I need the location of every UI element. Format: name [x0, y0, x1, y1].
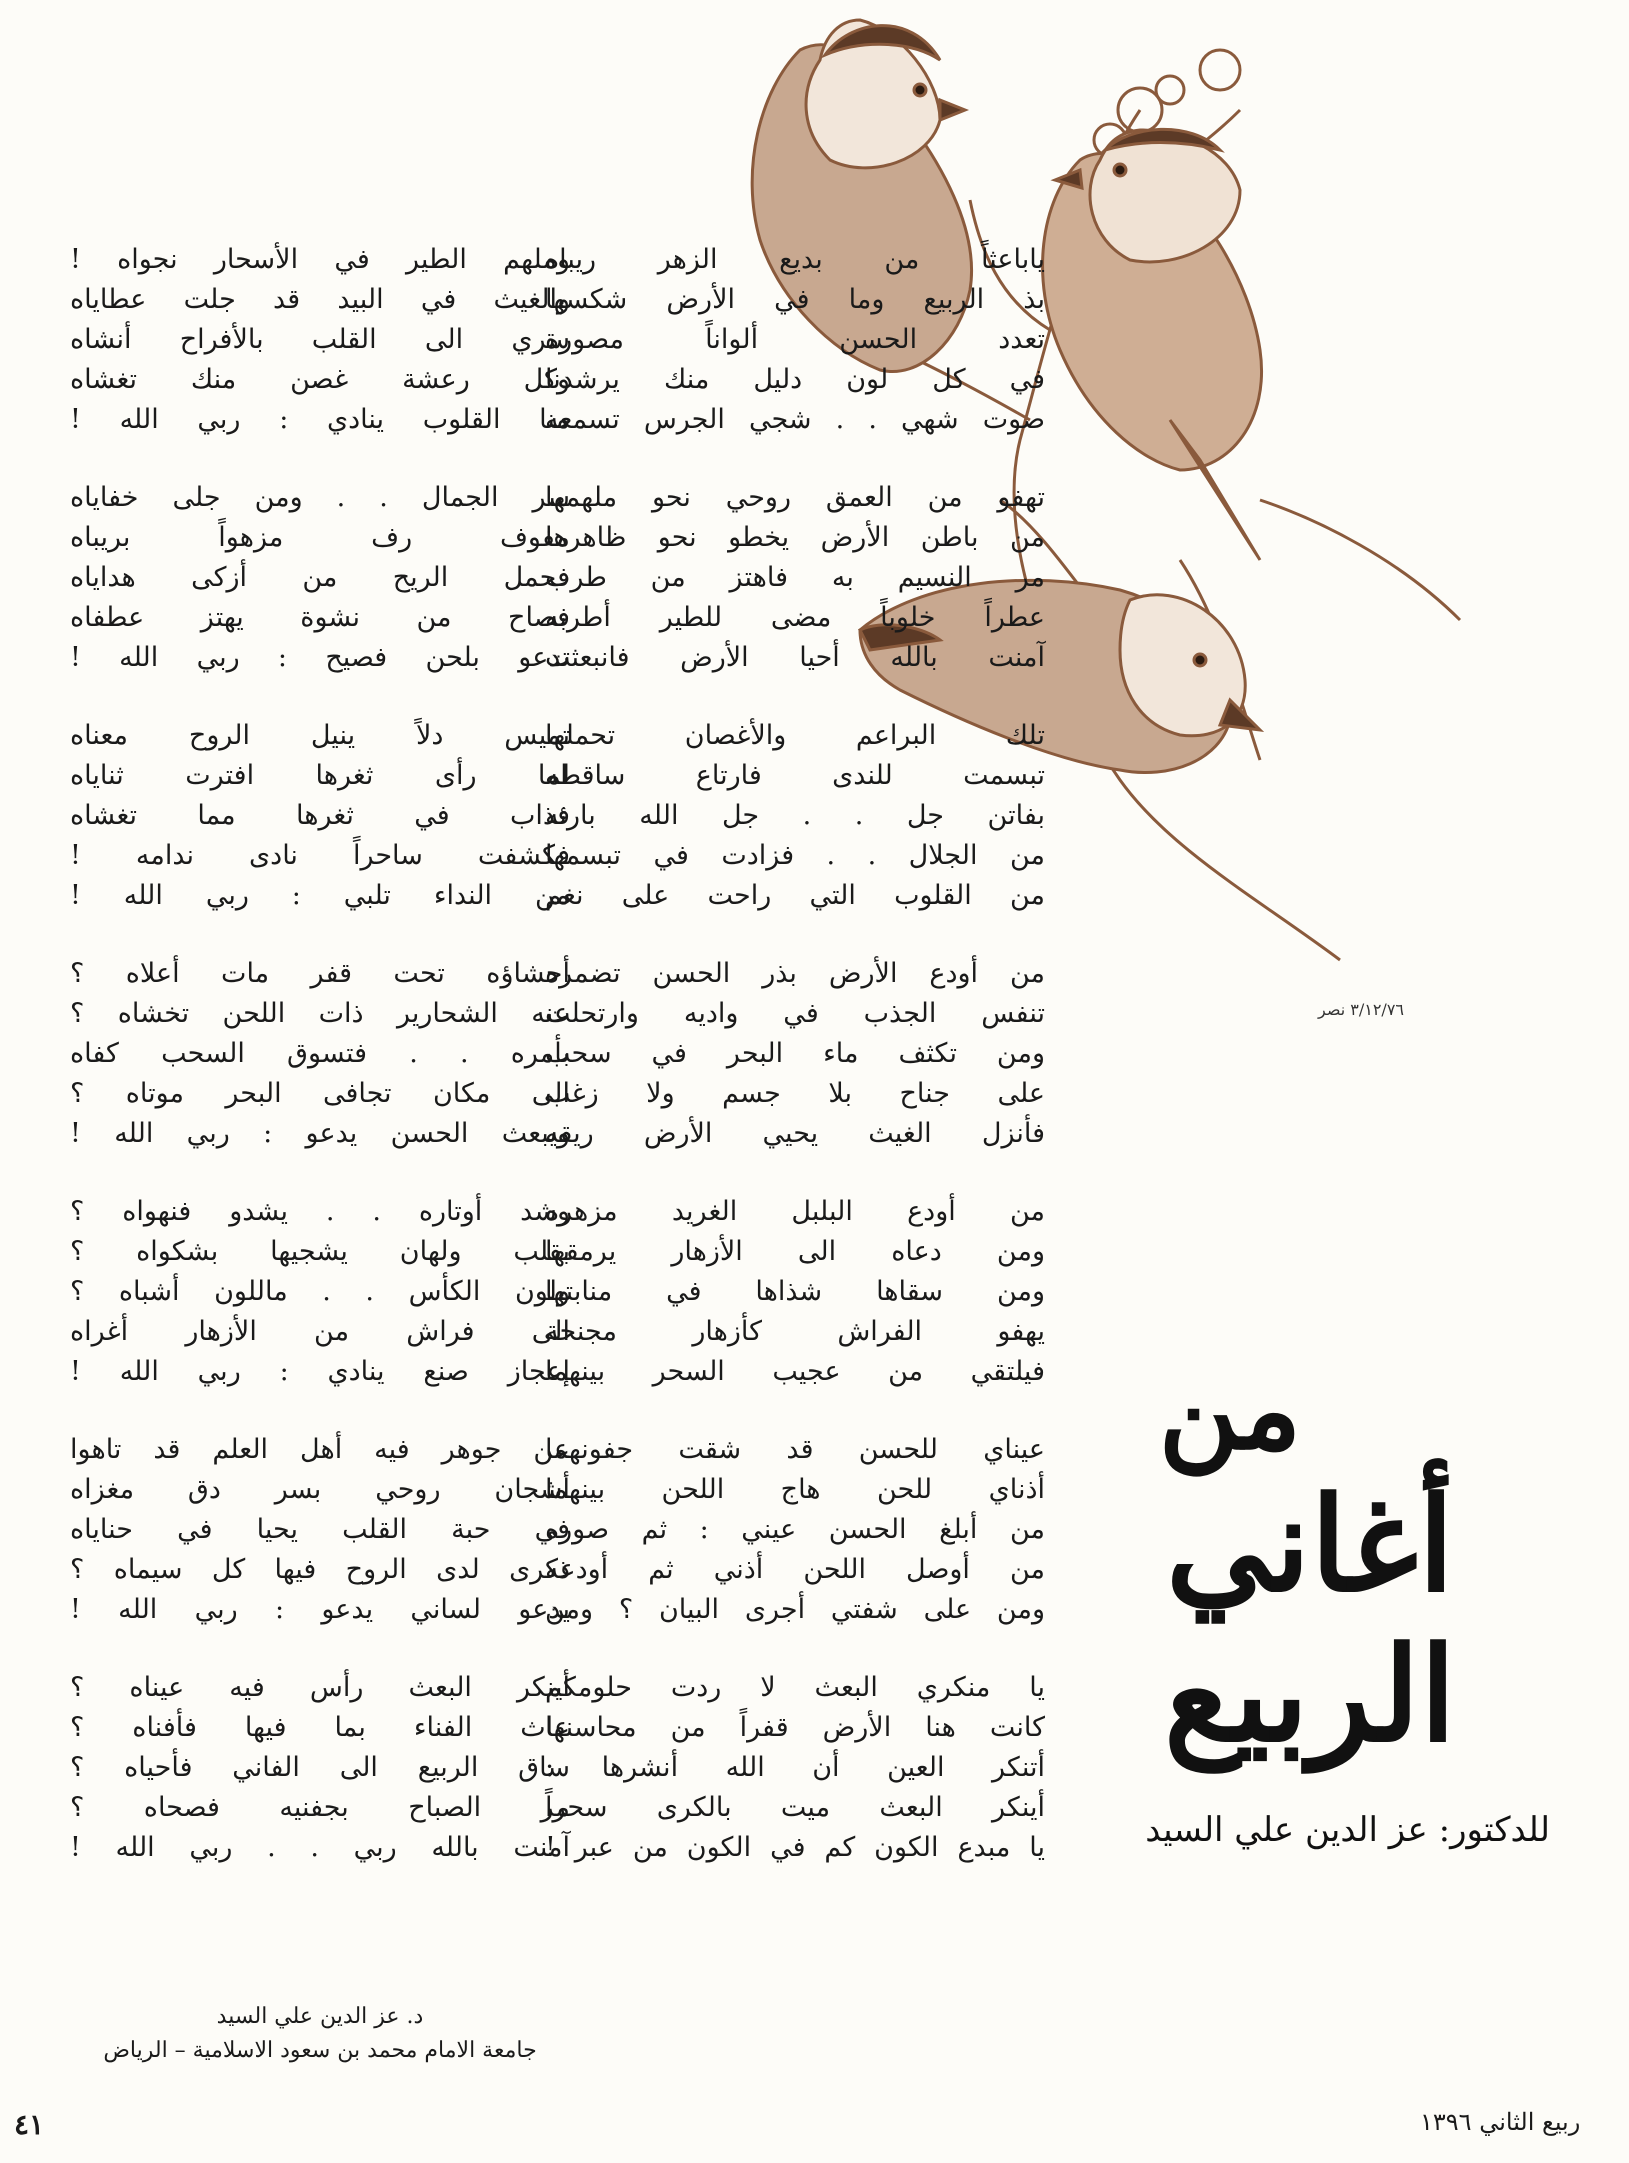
verse-line: وكل رعشة غصن منك تغشاه: [70, 364, 570, 395]
verse-line: تبسمت للندى فارتاع ساقطه: [545, 760, 1045, 791]
verse-line: كانت هنا الأرض قفراً من محاسنها: [545, 1712, 1045, 1743]
verse-line: أذناي للحن هاج اللحن بينهما: [545, 1474, 1045, 1505]
artist-signature: ٣/١٢/٧٦ نصر: [1318, 1000, 1404, 1019]
verse-line: من النداء تلبي : ربي الله !: [70, 880, 570, 911]
verse-line: فأنزل الغيث يحيي الأرض ريقه: [545, 1118, 1045, 1149]
verse-line: عطراً خلوباً مضى للطير أطربه: [545, 602, 1045, 633]
verse-line: يدعو لساني يدعو : ربي الله !: [70, 1594, 570, 1625]
verse-line: من أودع الأرض بذر الحسن تضمره: [545, 958, 1045, 989]
verse-line: ومن دعاه الى الأزهار يرمقها: [545, 1236, 1045, 1267]
verse-line: وملهم الطير في الأسحار نجواه !: [70, 244, 570, 275]
verse-line: إعجاز صنع ينادي : ربي الله !: [70, 1356, 570, 1387]
verse-line: آمنت بالله أحيا الأرض فانبعثت: [545, 642, 1045, 673]
stanza: [70, 1430, 570, 1630]
verse-line: ومن تكثف ماء البحر في سحب: [545, 1038, 1045, 1069]
verse-line: عنه الشحارير ذات اللحن تخشاه ؟: [70, 998, 570, 1029]
verse-line: عيناي للحسن قد شقت جفونهما: [545, 1434, 1045, 1465]
verse-line: في حبة القلب يحيا في حناياه: [70, 1514, 570, 1545]
article-title: [1070, 1345, 1550, 1810]
verse-line: ومن سقاها شذاها في منابتها: [545, 1276, 1045, 1307]
verse-line: ومن على شفتي أجرى البيان ؟ ومن: [545, 1594, 1045, 1625]
verse-line: ولون الكأس . . ماللون أشباه ؟: [70, 1276, 570, 1307]
verse-line: ساق الربيع الى الفاني فأحياه ؟: [70, 1752, 570, 1783]
verse-line: أتنكر العين أن الله أنشرها :: [545, 1752, 1045, 1783]
verse-line: مر النسيم به فاهتز من طرب: [545, 562, 1045, 593]
verse-line: وشد أوتاره . . يشدو فنهواه ؟: [70, 1196, 570, 1227]
verse-line: تعدد الحسن ألواناً مصورة: [545, 324, 1045, 355]
verse-line: من أوصل اللحن أذني ثم أودعه: [545, 1554, 1045, 1585]
verse-line: فذاب في ثغرها مما تغشاه: [70, 800, 570, 831]
stanza: [545, 1430, 1045, 1630]
verse-line: من أودع البلبل الغريد مزهره: [545, 1196, 1045, 1227]
verse-line: يا مبدع الكون كم في الكون من عبر !: [545, 1832, 1045, 1863]
verse-line: مر الصباح بجفنيه فصحاه ؟: [70, 1792, 570, 1823]
verse-line: من الجلال . . فزادت في تبسمها: [545, 840, 1045, 871]
verse-line: تنفس الجذب في واديه وارتحلت: [545, 998, 1045, 1029]
title-line-2: أغاني: [1165, 1468, 1455, 1621]
stanza: [545, 1192, 1045, 1392]
poem-signature: [70, 2000, 570, 2068]
verse-line: تهفو من العمق روحي نحو ملهمها: [545, 482, 1045, 513]
signature-name: د. عز الدين علي السيد: [216, 2004, 424, 2029]
verse-line: لما رأى ثغرها افترت ثناياه: [70, 760, 570, 791]
verse-line: أينكر البعث ميت بالكرى سحراً: [545, 1792, 1045, 1823]
verse-line: على جناح بلا جسم ولا زغب: [545, 1078, 1045, 1109]
verse-line: أحشاؤه تحت قفر مات أعلاه ؟: [70, 958, 570, 989]
verse-line: أشجان روحي بسر دق مغزاه: [70, 1474, 570, 1505]
verse-line: بذ الربيع وما في الأرض شكسها: [545, 284, 1045, 315]
stanza: [70, 1668, 570, 1868]
verse-line: من باطن الأرض يخطو نحو ظاهرها: [545, 522, 1045, 553]
verse-line: فحمل الريح من أزكى هداياه: [70, 562, 570, 593]
stanza: [545, 716, 1045, 916]
verse-line: يهفو الفراش كأزهار مجنحة: [545, 1316, 1045, 1347]
stanza: [545, 1668, 1045, 1868]
page-number: ٤١: [14, 2108, 45, 2141]
signature-affiliation: جامعة الامام محمد بن سعود الاسلامية – الرياض: [103, 2038, 537, 2063]
verse-line: والغيث في البيد قد جلت عطاياه: [70, 284, 570, 315]
verse-line: من أبلغ الحسن عيني : ثم صوره: [545, 1514, 1045, 1545]
verse-line: بأمره . . فتسوق السحب كفاه: [70, 1038, 570, 1069]
stanza: [70, 954, 570, 1154]
verse-line: سر الجمال . . ومن جلى خفاياه: [70, 482, 570, 513]
verse-line: أينكر البعث رأس فيه عيناه ؟: [70, 1672, 570, 1703]
verse-line: عن جوهر فيه أهل العلم قد تاهوا: [70, 1434, 570, 1465]
verse-line: فيلتقي من عجيب السحر بينهما: [545, 1356, 1045, 1387]
title-line-1: من: [1158, 1345, 1302, 1474]
verse-line: بقلب ولهان يشجيها بشكواه ؟: [70, 1236, 570, 1267]
verse-line: آمنت بالله ربي . . ربي الله !: [70, 1832, 570, 1863]
stanza: [545, 478, 1045, 678]
stanza: [70, 240, 570, 440]
verse-line: من القلوب التي راحت على نغم: [545, 880, 1045, 911]
stanza: [545, 954, 1045, 1154]
title-line-3: الربيع: [1163, 1618, 1457, 1771]
poem-column-right: [545, 240, 1045, 1906]
verse-line: سري الى القلب بالأفراح أنشاه: [70, 324, 570, 355]
stanza: [70, 1192, 570, 1392]
verse-line: ياباعثاً من بديع الزهر ريباه: [545, 244, 1045, 275]
verse-line: عاث الفناء بما فيها فأفناه ؟: [70, 1712, 570, 1743]
issue-date: ربيع الثاني ١٣٩٦: [1420, 2108, 1581, 2136]
verse-line: الى مكان تجافى البحر موتاه ؟: [70, 1078, 570, 1109]
verse-line: تلك البراعم والأغصان تحملها: [545, 720, 1045, 751]
verse-line: تدعو بلحن فصيح : ربي الله !: [70, 642, 570, 673]
verse-line: الى فراش من الأزهار أغراه: [70, 1316, 570, 1347]
stanza: [545, 240, 1045, 440]
verse-line: مفوف رف مزهواً بريباه: [70, 522, 570, 553]
stanza: [70, 716, 570, 916]
verse-line: صوت شهي . . شجي الجرس تسمعه: [545, 404, 1045, 435]
verse-line: فكشفت ساحراً نادى ندامه !: [70, 840, 570, 871]
verse-line: تميس دلاً ينيل الروح معناه: [70, 720, 570, 751]
stanza: [70, 478, 570, 678]
verse-line: ويبعث الحسن يدعو : ربي الله !: [70, 1118, 570, 1149]
verse-line: منا القلوب ينادي : ربي الله !: [70, 404, 570, 435]
verse-line: فصاح من نشوة يهتز عطفاه: [70, 602, 570, 633]
verse-line: يا منكري البعث لا ردت حلومكم: [545, 1672, 1045, 1703]
verse-line: بفاتن جل . . جل الله بارئه: [545, 800, 1045, 831]
author-byline: للدكتور: عز الدين علي السيد: [1145, 1810, 1550, 1850]
poem-column-left: [70, 240, 570, 1906]
verse-line: ذكرى لدى الروح فيها كل سيماه ؟: [70, 1554, 570, 1585]
verse-line: في كل لون دليل منك يرشدنا: [545, 364, 1045, 395]
